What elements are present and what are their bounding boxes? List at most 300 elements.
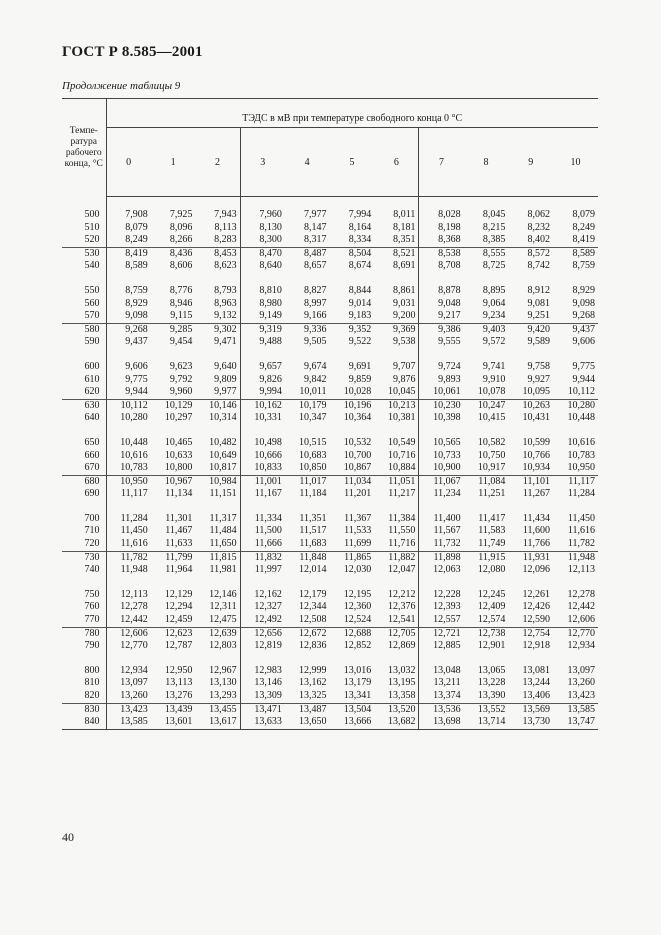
emf-value-cell: 13,065 bbox=[477, 664, 506, 676]
column-header: 5 bbox=[330, 128, 375, 197]
emf-value-cell: 8,810 bbox=[259, 284, 282, 296]
emf-value-cell: 8,963 bbox=[195, 298, 240, 311]
emf-value-cell: 12,096 bbox=[522, 564, 551, 576]
emf-value-cell: 8,096 bbox=[169, 221, 193, 233]
group-spacer bbox=[62, 653, 598, 665]
emf-value-cell: 12,080 bbox=[477, 564, 506, 576]
group-spacer bbox=[62, 273, 598, 285]
emf-value-cell: 8,045 bbox=[482, 209, 506, 220]
table-row bbox=[62, 538, 598, 551]
emf-value-cell: 8,912 bbox=[527, 284, 551, 296]
table-row bbox=[62, 234, 598, 247]
table-row bbox=[62, 336, 598, 349]
emf-value-cell: 13,081 bbox=[522, 664, 551, 676]
emf-value-cell: 9,522 bbox=[348, 336, 372, 348]
emf-value-cell: 8,419 bbox=[106, 247, 151, 260]
table-row bbox=[62, 589, 598, 602]
emf-value-cell: 8,164 bbox=[348, 221, 372, 233]
emf-value-cell: 12,623 bbox=[151, 627, 196, 640]
emf-value-cell: 10,984 bbox=[195, 475, 240, 488]
emf-value-cell: 11,616 bbox=[120, 538, 148, 550]
column-header: 4 bbox=[285, 128, 330, 197]
temperature-cell: 520 bbox=[62, 234, 106, 247]
emf-value-cell: 11,167 bbox=[254, 488, 282, 500]
emf-value-cell: 8,385 bbox=[482, 234, 506, 246]
emf-value-cell: 8,334 bbox=[348, 234, 372, 246]
emf-value-cell: 12,409 bbox=[477, 601, 506, 613]
emf-value-cell: 8,640 bbox=[259, 260, 282, 272]
temperature-cell: 530 bbox=[62, 247, 106, 260]
emf-value-cell: 10,616 bbox=[120, 449, 148, 461]
temperature-cell: 500 bbox=[62, 209, 106, 222]
table-row bbox=[62, 247, 598, 260]
emf-value-cell: 12,803 bbox=[195, 640, 240, 653]
emf-value-cell: 13,617 bbox=[195, 716, 240, 729]
emf-value-cell: 13,487 bbox=[285, 703, 330, 716]
emf-value-cell: 8,521 bbox=[374, 247, 419, 260]
emf-value-cell: 12,557 bbox=[433, 614, 461, 626]
emf-value-cell: 10,448 bbox=[120, 436, 148, 448]
temperature-cell: 610 bbox=[62, 374, 106, 387]
emf-value-cell: 8,147 bbox=[304, 221, 327, 233]
emf-value-cell: 12,869 bbox=[374, 640, 419, 653]
emf-value-cell: 11,151 bbox=[195, 488, 240, 501]
emf-value-cell: 10,900 bbox=[433, 462, 461, 474]
group-spacer bbox=[62, 501, 598, 513]
table-row bbox=[62, 665, 598, 678]
emf-value-cell: 12,852 bbox=[343, 640, 372, 652]
emf-value-cell: 13,730 bbox=[508, 716, 553, 729]
temperature-cell: 570 bbox=[62, 310, 106, 323]
emf-value-cell: 13,260 bbox=[567, 677, 595, 689]
emf-value-cell: 13,569 bbox=[508, 703, 553, 716]
emf-value-cell: 8,198 bbox=[438, 221, 461, 233]
emf-value-cell: 8,725 bbox=[482, 260, 506, 272]
emf-value-cell: 12,524 bbox=[343, 614, 372, 626]
page-number: 40 bbox=[62, 830, 74, 844]
emf-value-cell: 8,861 bbox=[374, 285, 419, 298]
emf-value-cell: 12,442 bbox=[567, 601, 595, 613]
emf-value-cell: 8,504 bbox=[330, 247, 375, 260]
emf-value-cell: 12,983 bbox=[254, 664, 282, 676]
emf-value-cell: 8,283 bbox=[195, 234, 240, 247]
emf-value-cell: 12,146 bbox=[195, 589, 240, 602]
emf-value-cell: 13,423 bbox=[567, 690, 595, 701]
emf-super-header: ТЭДС в мВ при температуре свободного конца 0 °С bbox=[106, 99, 598, 128]
emf-value-cell: 13,228 bbox=[477, 677, 506, 689]
table-row bbox=[62, 551, 598, 564]
emf-value-cell: 9,910 bbox=[482, 373, 506, 385]
table-row bbox=[62, 513, 598, 526]
emf-value-cell: 9,538 bbox=[374, 336, 419, 349]
emf-value-cell: 9,994 bbox=[259, 386, 282, 398]
emf-value-cell: 12,442 bbox=[120, 614, 148, 626]
emf-value-cell: 9,386 bbox=[419, 323, 464, 336]
thermo-emf-table bbox=[62, 98, 598, 730]
emf-value-cell: 11,666 bbox=[254, 538, 282, 550]
emf-value-cell: 10,129 bbox=[151, 399, 196, 412]
emf-value-cell: 8,266 bbox=[169, 234, 193, 246]
emf-value-cell: 10,280 bbox=[120, 412, 148, 424]
emf-value-cell: 7,925 bbox=[169, 209, 193, 220]
emf-value-cell: 9,572 bbox=[482, 336, 506, 348]
temperature-cell: 680 bbox=[62, 475, 106, 488]
temperature-cell: 600 bbox=[62, 361, 106, 374]
temperature-cell: 560 bbox=[62, 298, 106, 311]
emf-value-cell: 8,470 bbox=[240, 247, 285, 260]
temperature-column-header: Темпе-ратура рабочего конца, °С bbox=[62, 99, 106, 197]
emf-value-cell: 10,112 bbox=[106, 399, 151, 412]
emf-value-cell: 8,657 bbox=[304, 260, 327, 272]
document-standard-title: ГОСТ Р 8.585—2001 bbox=[62, 44, 203, 60]
emf-value-cell: 10,934 bbox=[522, 462, 551, 474]
emf-value-cell: 8,827 bbox=[304, 284, 327, 296]
column-header: 2 bbox=[195, 128, 240, 197]
emf-value-cell: 13,747 bbox=[553, 716, 598, 729]
emf-value-cell: 13,406 bbox=[522, 690, 551, 701]
emf-value-cell: 7,994 bbox=[348, 209, 372, 220]
emf-value-cell: 13,325 bbox=[299, 690, 327, 701]
temperature-cell: 580 bbox=[62, 323, 106, 336]
emf-value-cell: 13,585 bbox=[106, 716, 151, 729]
emf-value-cell: 10,783 bbox=[567, 449, 595, 461]
table-row bbox=[62, 614, 598, 627]
emf-value-cell: 11,732 bbox=[433, 538, 461, 550]
emf-value-cell: 11,001 bbox=[240, 475, 285, 488]
emf-value-cell: 10,011 bbox=[299, 386, 327, 398]
emf-value-cell: 9,437 bbox=[125, 336, 148, 348]
emf-value-cell: 11,067 bbox=[419, 475, 464, 488]
emf-value-cell: 10,381 bbox=[374, 412, 419, 425]
emf-value-cell: 11,832 bbox=[240, 551, 285, 564]
emf-value-cell: 12,901 bbox=[477, 640, 506, 652]
emf-value-cell: 10,415 bbox=[477, 412, 506, 424]
temperature-cell: 540 bbox=[62, 260, 106, 273]
emf-value-cell: 12,999 bbox=[299, 664, 327, 676]
table-row bbox=[62, 703, 598, 716]
emf-value-cell: 9,606 bbox=[125, 360, 148, 372]
emf-value-cell: 9,809 bbox=[195, 374, 240, 387]
emf-value-cell: 9,488 bbox=[259, 336, 282, 348]
emf-value-cell: 13,536 bbox=[419, 703, 464, 716]
emf-value-cell: 10,766 bbox=[522, 449, 551, 461]
emf-value-cell: 9,098 bbox=[572, 297, 595, 309]
table-row bbox=[62, 640, 598, 653]
emf-value-cell: 9,369 bbox=[374, 323, 419, 336]
emf-value-cell: 9,336 bbox=[285, 323, 330, 336]
emf-value-cell: 7,908 bbox=[125, 209, 148, 220]
emf-value-cell: 9,098 bbox=[125, 310, 148, 322]
emf-value-cell: 8,674 bbox=[348, 260, 372, 272]
temperature-cell: 820 bbox=[62, 690, 106, 703]
emf-value-cell: 10,095 bbox=[522, 386, 551, 398]
emf-value-cell: 8,538 bbox=[419, 247, 464, 260]
temperature-cell: 630 bbox=[62, 399, 106, 412]
emf-value-cell: 12,967 bbox=[195, 665, 240, 678]
emf-value-cell: 10,247 bbox=[464, 399, 509, 412]
emf-value-cell: 12,705 bbox=[374, 627, 419, 640]
table-row bbox=[62, 475, 598, 488]
emf-value-cell: 11,184 bbox=[299, 488, 327, 500]
emf-value-cell: 10,162 bbox=[240, 399, 285, 412]
emf-value-cell: 12,162 bbox=[254, 588, 282, 600]
emf-value-cell: 12,393 bbox=[433, 601, 461, 613]
emf-value-cell: 11,981 bbox=[195, 564, 240, 577]
emf-value-cell: 13,520 bbox=[374, 703, 419, 716]
emf-value-cell: 9,977 bbox=[195, 386, 240, 399]
emf-value-cell: 9,876 bbox=[374, 374, 419, 387]
emf-value-cell: 12,590 bbox=[522, 614, 551, 626]
temperature-cell: 750 bbox=[62, 589, 106, 602]
temperature-cell: 710 bbox=[62, 525, 106, 538]
emf-value-cell: 12,819 bbox=[254, 640, 282, 652]
emf-value-cell: 12,179 bbox=[299, 588, 327, 600]
emf-value-cell: 9,149 bbox=[259, 310, 282, 322]
emf-value-cell: 12,574 bbox=[477, 614, 506, 626]
emf-value-cell: 7,977 bbox=[304, 209, 327, 220]
emf-value-cell: 9,691 bbox=[348, 360, 372, 372]
emf-value-cell: 10,398 bbox=[433, 412, 461, 424]
emf-value-cell: 11,583 bbox=[478, 525, 506, 537]
emf-value-cell: 9,859 bbox=[348, 373, 372, 385]
emf-value-cell: 12,212 bbox=[374, 589, 419, 602]
emf-value-cell: 12,688 bbox=[330, 627, 375, 640]
emf-value-cell: 10,448 bbox=[567, 412, 595, 424]
column-header: 3 bbox=[240, 128, 285, 197]
emf-value-cell: 13,633 bbox=[240, 716, 285, 729]
emf-value-cell: 10,347 bbox=[299, 412, 327, 424]
emf-value-cell: 12,672 bbox=[285, 627, 330, 640]
emf-value-cell: 12,836 bbox=[299, 640, 327, 652]
emf-value-cell: 13,097 bbox=[567, 664, 595, 676]
emf-value-cell: 11,633 bbox=[165, 538, 193, 550]
emf-value-cell: 10,314 bbox=[195, 412, 240, 425]
emf-value-cell: 8,946 bbox=[169, 297, 193, 309]
emf-value-cell: 8,300 bbox=[259, 234, 282, 246]
emf-value-cell: 10,783 bbox=[120, 462, 148, 474]
emf-value-cell: 12,113 bbox=[120, 588, 148, 600]
emf-value-cell: 12,360 bbox=[343, 601, 372, 613]
emf-value-cell: 7,943 bbox=[195, 209, 240, 222]
group-spacer bbox=[62, 349, 598, 361]
column-header: 0 bbox=[106, 128, 151, 197]
emf-value-cell: 11,915 bbox=[464, 551, 509, 564]
emf-value-cell: 13,471 bbox=[240, 703, 285, 716]
emf-value-cell: 9,285 bbox=[151, 323, 196, 336]
table-row bbox=[62, 564, 598, 577]
emf-value-cell: 11,084 bbox=[464, 475, 509, 488]
group-spacer bbox=[62, 425, 598, 437]
emf-value-cell: 9,048 bbox=[438, 297, 461, 309]
emf-value-cell: 12,885 bbox=[433, 640, 461, 652]
emf-value-cell: 12,754 bbox=[508, 627, 553, 640]
emf-value-cell: 9,403 bbox=[464, 323, 509, 336]
emf-value-cell: 13,666 bbox=[330, 716, 375, 729]
emf-value-cell: 8,878 bbox=[438, 284, 461, 296]
emf-value-cell: 10,431 bbox=[522, 412, 551, 424]
emf-value-cell: 13,195 bbox=[374, 677, 419, 690]
emf-value-cell: 13,698 bbox=[419, 716, 464, 729]
emf-value-cell: 10,532 bbox=[343, 436, 372, 448]
emf-value-cell: 12,950 bbox=[164, 664, 193, 676]
emf-value-cell: 9,893 bbox=[438, 373, 461, 385]
emf-value-cell: 8,606 bbox=[169, 260, 193, 272]
emf-value-cell: 10,364 bbox=[343, 412, 372, 424]
table-row bbox=[62, 525, 598, 538]
emf-value-cell: 9,217 bbox=[438, 310, 461, 322]
emf-value-cell: 13,601 bbox=[151, 716, 196, 729]
emf-value-cell: 8,130 bbox=[259, 221, 282, 233]
table-row bbox=[62, 412, 598, 425]
temperature-cell: 770 bbox=[62, 614, 106, 627]
emf-value-cell: 11,450 bbox=[120, 525, 148, 537]
emf-value-cell: 8,589 bbox=[125, 260, 148, 272]
emf-value-cell: 11,533 bbox=[344, 525, 372, 537]
temperature-cell: 650 bbox=[62, 437, 106, 450]
emf-value-cell: 8,793 bbox=[195, 285, 240, 298]
temperature-cell: 800 bbox=[62, 665, 106, 678]
temperature-cell: 720 bbox=[62, 538, 106, 551]
emf-value-cell: 9,589 bbox=[527, 336, 551, 348]
emf-value-cell: 11,749 bbox=[478, 538, 506, 550]
temperature-cell: 740 bbox=[62, 564, 106, 577]
temperature-cell: 810 bbox=[62, 677, 106, 690]
emf-value-cell: 9,081 bbox=[527, 297, 551, 309]
emf-value-cell: 12,228 bbox=[433, 588, 461, 600]
emf-value-cell: 9,657 bbox=[259, 360, 282, 372]
emf-value-cell: 10,498 bbox=[254, 436, 282, 448]
table-row bbox=[62, 716, 598, 729]
emf-value-cell: 8,419 bbox=[572, 234, 595, 246]
table-row bbox=[62, 222, 598, 235]
emf-value-cell: 9,200 bbox=[374, 310, 419, 323]
emf-value-cell: 9,454 bbox=[169, 336, 193, 348]
emf-value-cell: 11,217 bbox=[374, 488, 419, 501]
column-header: 7 bbox=[419, 128, 464, 197]
emf-value-cell: 10,230 bbox=[419, 399, 464, 412]
emf-value-cell: 9,031 bbox=[374, 298, 419, 311]
emf-value-cell: 8,215 bbox=[482, 221, 506, 233]
emf-value-cell: 12,195 bbox=[343, 588, 372, 600]
emf-value-cell: 13,650 bbox=[285, 716, 330, 729]
emf-value-cell: 11,948 bbox=[120, 564, 148, 576]
emf-value-cell: 9,183 bbox=[348, 310, 372, 322]
emf-value-cell: 11,434 bbox=[522, 512, 551, 524]
emf-value-cell: 12,721 bbox=[419, 627, 464, 640]
emf-value-cell: 9,792 bbox=[169, 373, 193, 385]
emf-value-cell: 7,960 bbox=[259, 209, 282, 220]
table-row bbox=[62, 310, 598, 323]
emf-value-cell: 13,146 bbox=[254, 677, 282, 689]
temperature-cell: 840 bbox=[62, 716, 106, 729]
emf-value-cell: 8,555 bbox=[464, 247, 509, 260]
table-caption: Продолжение таблицы 9 bbox=[62, 80, 181, 92]
emf-value-cell: 13,293 bbox=[195, 690, 240, 703]
emf-value-cell: 12,787 bbox=[164, 640, 193, 652]
emf-value-cell: 11,997 bbox=[254, 564, 282, 576]
emf-value-cell: 9,960 bbox=[169, 386, 193, 398]
emf-value-cell: 9,640 bbox=[195, 361, 240, 374]
emf-value-cell: 9,606 bbox=[572, 336, 595, 348]
emf-value-cell: 12,311 bbox=[195, 601, 240, 614]
emf-value-cell: 8,776 bbox=[169, 284, 193, 296]
table-row bbox=[62, 386, 598, 399]
emf-value-cell: 11,367 bbox=[344, 512, 372, 524]
emf-value-cell: 13,341 bbox=[343, 690, 372, 701]
emf-value-cell: 9,775 bbox=[125, 373, 148, 385]
emf-value-cell: 11,334 bbox=[254, 512, 282, 524]
emf-value-cell: 13,423 bbox=[106, 703, 151, 716]
emf-value-cell: 13,390 bbox=[477, 690, 506, 701]
group-spacer bbox=[62, 577, 598, 589]
emf-value-cell: 13,130 bbox=[195, 677, 240, 690]
column-header: 10 bbox=[553, 128, 598, 197]
emf-value-cell: 13,585 bbox=[553, 703, 598, 716]
emf-value-cell: 9,437 bbox=[553, 323, 598, 336]
emf-value-cell: 11,766 bbox=[522, 538, 551, 550]
emf-value-cell: 12,278 bbox=[120, 601, 148, 613]
emf-value-cell: 12,934 bbox=[120, 664, 148, 676]
emf-value-cell: 10,263 bbox=[508, 399, 553, 412]
emf-value-cell: 12,639 bbox=[195, 627, 240, 640]
emf-value-cell: 13,682 bbox=[374, 716, 419, 729]
emf-value-cell: 11,400 bbox=[433, 512, 461, 524]
emf-value-cell: 9,944 bbox=[125, 386, 148, 398]
emf-value-cell: 9,842 bbox=[304, 373, 327, 385]
emf-value-cell: 8,742 bbox=[527, 260, 551, 272]
emf-value-cell: 8,249 bbox=[125, 234, 148, 246]
emf-value-cell: 13,374 bbox=[433, 690, 461, 701]
emf-value-cell: 10,649 bbox=[195, 450, 240, 463]
table-row bbox=[62, 399, 598, 412]
emf-value-cell: 10,800 bbox=[164, 462, 193, 474]
emf-value-cell: 8,079 bbox=[125, 221, 148, 233]
emf-value-cell: 8,691 bbox=[374, 260, 419, 273]
emf-value-cell: 8,028 bbox=[438, 209, 461, 220]
emf-value-cell: 10,750 bbox=[477, 449, 506, 461]
emf-value-cell: 9,132 bbox=[195, 310, 240, 323]
table-row bbox=[62, 690, 598, 703]
emf-value-cell: 12,606 bbox=[567, 614, 595, 626]
table-row bbox=[62, 209, 598, 222]
temperature-cell: 700 bbox=[62, 513, 106, 526]
emf-value-cell: 11,865 bbox=[330, 551, 375, 564]
emf-value-cell: 9,741 bbox=[482, 360, 506, 372]
emf-value-cell: 12,606 bbox=[106, 627, 151, 640]
emf-value-cell: 12,030 bbox=[343, 564, 372, 576]
group-spacer bbox=[62, 197, 598, 210]
table-row bbox=[62, 374, 598, 387]
emf-value-cell: 12,918 bbox=[522, 640, 551, 652]
emf-value-cell: 10,867 bbox=[343, 462, 372, 474]
emf-value-cell: 12,261 bbox=[522, 588, 551, 600]
emf-value-cell: 11,117 bbox=[120, 488, 148, 500]
emf-value-cell: 10,146 bbox=[195, 399, 240, 412]
emf-value-cell: 10,196 bbox=[330, 399, 375, 412]
table-row bbox=[62, 260, 598, 273]
emf-value-cell: 9,420 bbox=[508, 323, 553, 336]
emf-value-cell: 10,565 bbox=[433, 436, 461, 448]
emf-value-cell: 10,950 bbox=[567, 462, 595, 474]
emf-value-cell: 11,931 bbox=[508, 551, 553, 564]
emf-value-cell: 12,327 bbox=[254, 601, 282, 613]
emf-value-cell: 11,799 bbox=[151, 551, 196, 564]
emf-value-cell: 8,062 bbox=[527, 209, 551, 220]
emf-value-cell: 11,650 bbox=[195, 538, 240, 551]
emf-value-cell: 8,929 bbox=[572, 284, 595, 296]
emf-value-cell: 11,782 bbox=[567, 538, 595, 550]
emf-value-cell: 13,032 bbox=[374, 665, 419, 678]
